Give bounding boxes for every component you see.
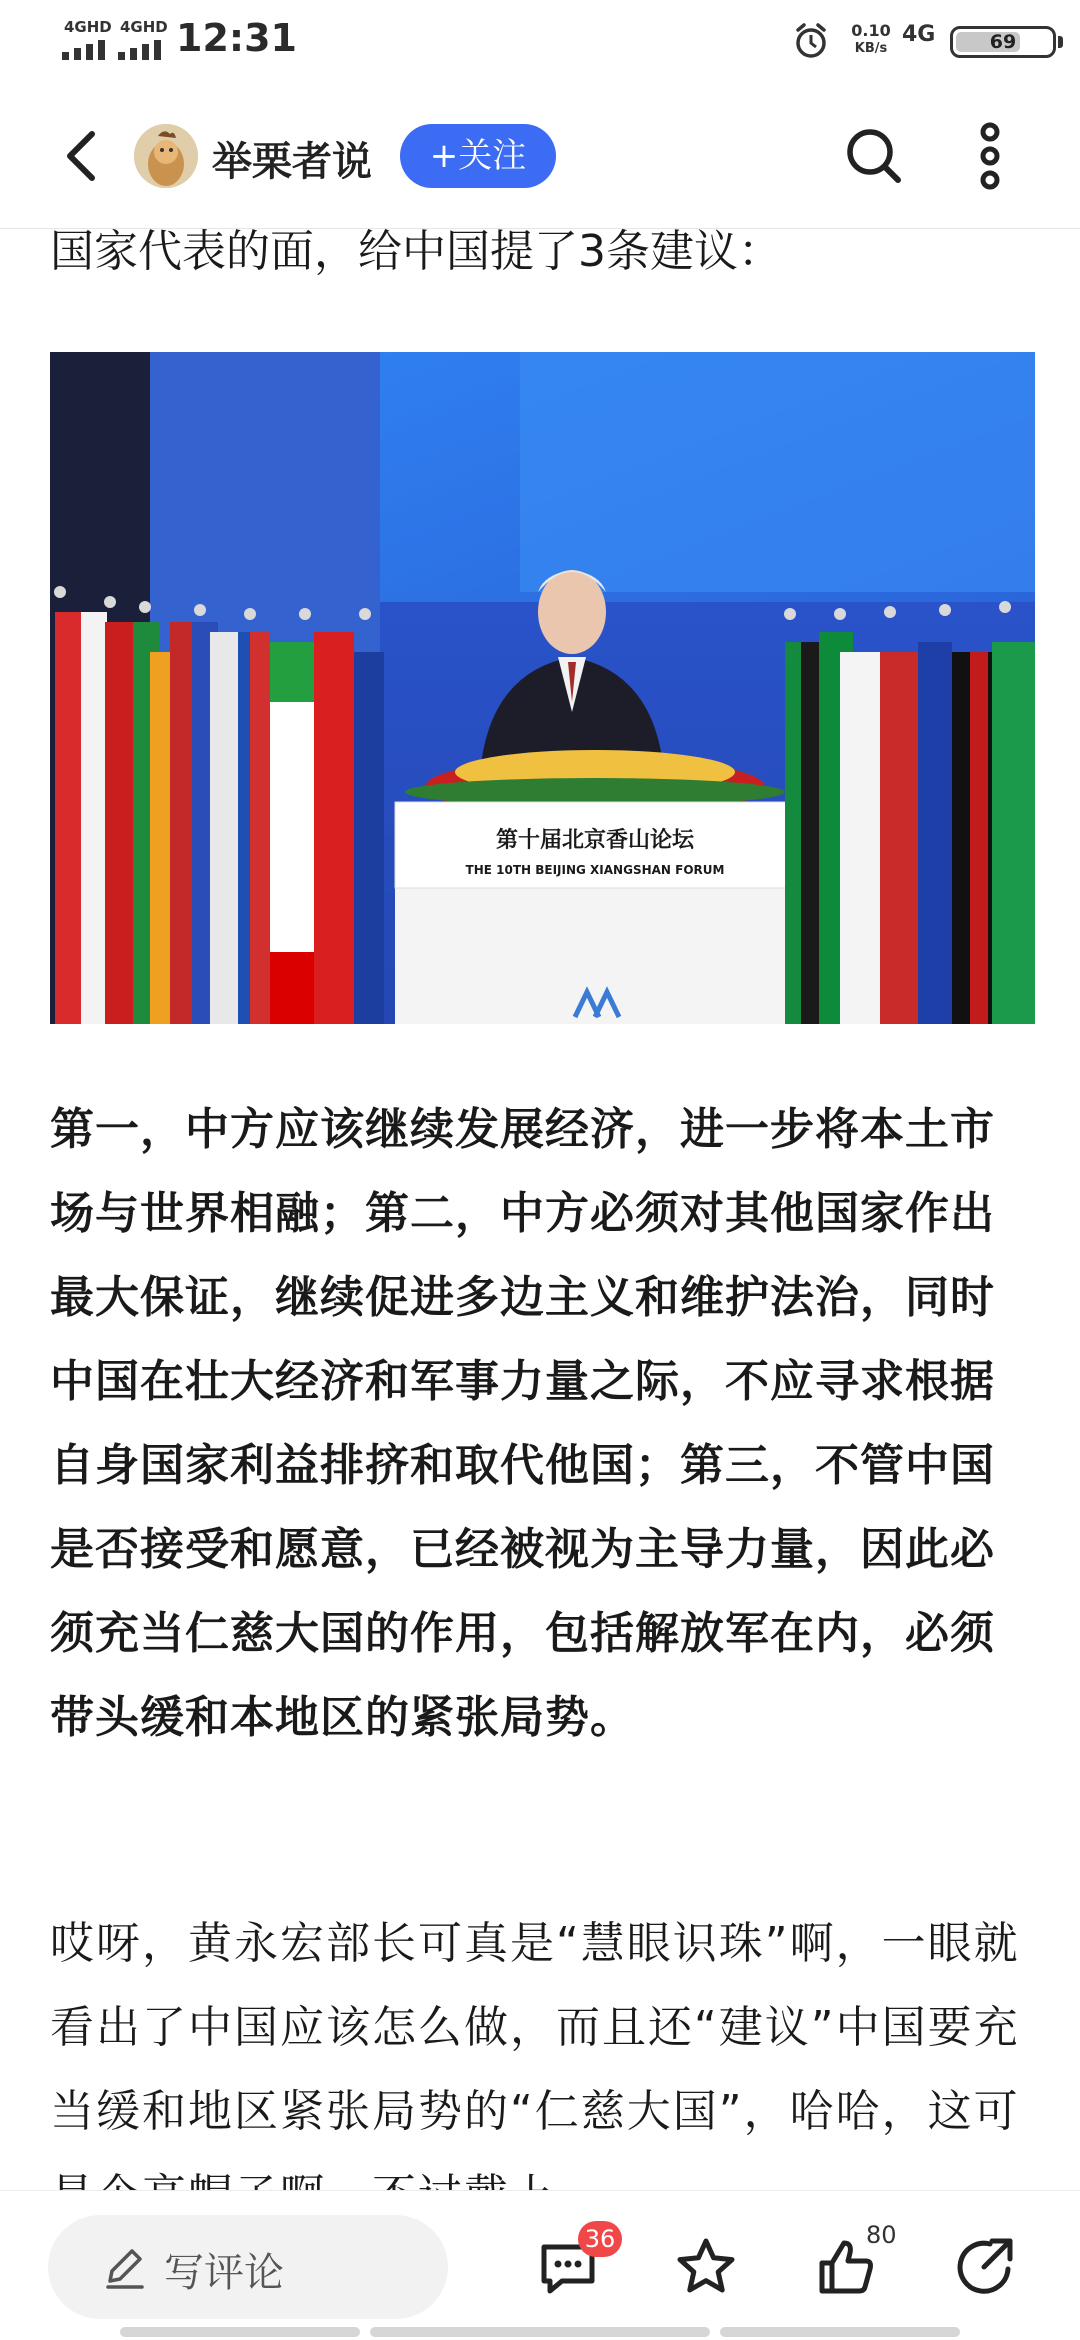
podium-title-en: THE 10TH BEIJING XIANGSHAN FORUM bbox=[465, 863, 725, 877]
like-count: 80 bbox=[866, 2221, 897, 2249]
comment-count-badge: 36 bbox=[578, 2221, 622, 2257]
pen-icon bbox=[100, 2243, 148, 2291]
navigation-handle[interactable] bbox=[120, 2327, 960, 2339]
article-paragraph: 国家代表的面，给中国提了3条建议： bbox=[50, 226, 782, 277]
comment-placeholder: 写评论 bbox=[164, 2250, 284, 2296]
network-speed bbox=[846, 22, 896, 58]
signal-icon bbox=[116, 18, 168, 62]
follow-button[interactable]: +关注 bbox=[400, 124, 556, 188]
clock: 12:31 bbox=[176, 16, 297, 60]
sim2-label: 4GHD bbox=[120, 18, 168, 36]
bottom-action-bar bbox=[0, 2190, 1080, 2340]
article-paragraph: 第一，中方应该继续发展经济，进一步将本土市场与世界相融；第二，中方必须对其他国家作出最大保证，继续促进多边主义和维护法治，同时中国在壮大经济和军事力量之际，不应寻求根据自身国家利益排挤和取代他国；第三，不管中国是否接受和愿意，已经被视为主导力量，因此必须充当仁慈大国的作用，包括解放军在内，必须带头缓和本地区的紧张局势。 bbox=[50, 1104, 995, 1743]
article-photo[interactable] bbox=[50, 352, 1035, 1024]
comment-input[interactable] bbox=[48, 2215, 448, 2319]
article-header bbox=[0, 84, 1080, 229]
avatar[interactable] bbox=[134, 124, 198, 188]
article-paragraph: 哎呀，黄永宏部长可真是“慧眼识珠”啊，一眼就看出了中国应该怎么做，而且还“建议”中国要充当缓和地区紧张局势的“仁慈大国”，哈哈，这可 bbox=[50, 1918, 1020, 2137]
more-vertical-icon[interactable] bbox=[962, 120, 1018, 192]
article-body bbox=[50, 222, 1035, 2137]
back-arrow-icon[interactable] bbox=[54, 120, 114, 192]
network-speed-value: 0.10 bbox=[851, 21, 891, 40]
status-bar bbox=[0, 0, 1080, 84]
search-icon[interactable] bbox=[842, 124, 906, 188]
share-icon[interactable] bbox=[954, 2235, 1018, 2299]
star-icon[interactable] bbox=[674, 2235, 738, 2299]
sim1-label: 4GHD bbox=[64, 18, 112, 36]
author-name[interactable]: 举栗者说 bbox=[212, 139, 372, 185]
podium-title-cn: 第十届北京香山论坛 bbox=[495, 828, 695, 853]
network-speed-unit: KB/s bbox=[854, 41, 888, 56]
alarm-icon bbox=[794, 22, 828, 60]
network-type: 4G bbox=[902, 22, 936, 47]
battery-icon bbox=[950, 26, 1056, 58]
signal-icon bbox=[60, 18, 112, 62]
battery-level: 69 bbox=[989, 31, 1017, 53]
